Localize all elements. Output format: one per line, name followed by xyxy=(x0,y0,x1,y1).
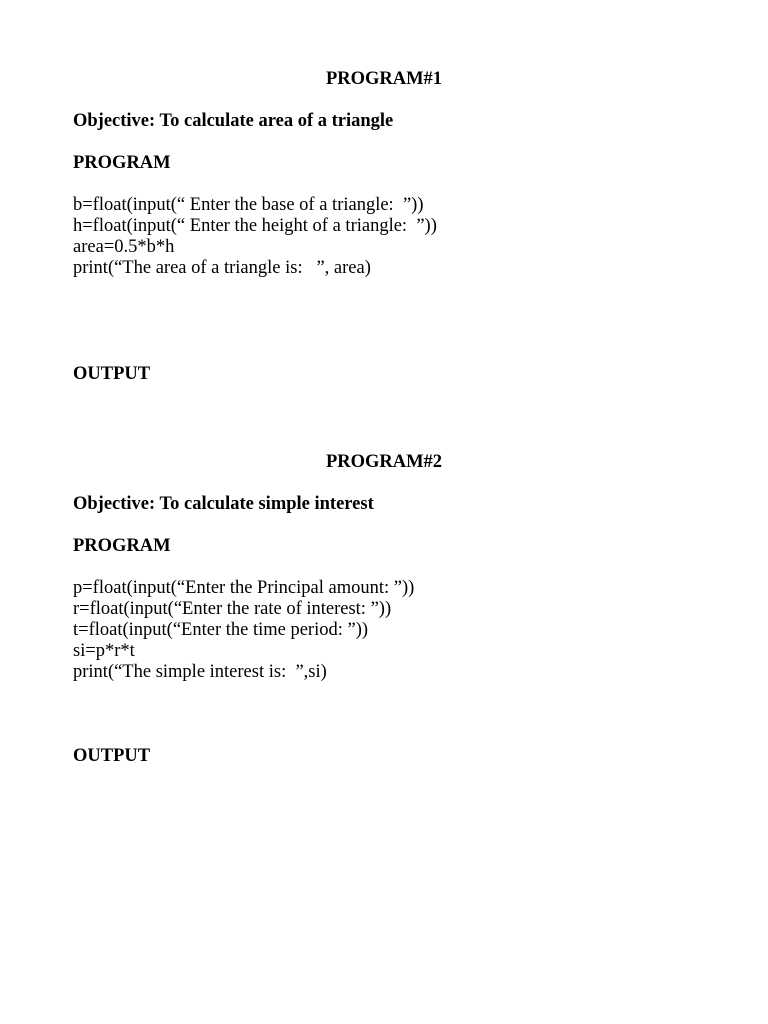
program-2-objective: Objective: To calculate simple interest xyxy=(73,494,374,514)
program-1-program-heading: PROGRAM xyxy=(73,153,171,173)
code-line: t=float(input(“Enter the time period: ”)) xyxy=(73,620,369,640)
program-2-program-heading: PROGRAM xyxy=(73,536,171,556)
code-line: r=float(input(“Enter the rate of interest: ”)) xyxy=(73,599,392,619)
code-line: si=p*r*t xyxy=(73,641,135,661)
code-line: print(“The simple interest is: ”,si) xyxy=(73,662,327,682)
program-1-title: PROGRAM#1 xyxy=(325,69,443,89)
code-line: area=0.5*b*h xyxy=(73,237,175,257)
code-line: b=float(input(“ Enter the base of a triangle: ”)) xyxy=(73,195,424,215)
program-1-output-heading: OUTPUT xyxy=(73,364,151,384)
code-line: h=float(input(“ Enter the height of a triangle: ”)) xyxy=(73,216,437,236)
program-1-objective: Objective: To calculate area of a triangle xyxy=(73,111,394,131)
program-2-code-block xyxy=(73,578,414,683)
code-line: print(“The area of a triangle is: ”, area) xyxy=(73,258,371,278)
code-line: p=float(input(“Enter the Principal amount: ”)) xyxy=(73,578,415,598)
program-1-code-block xyxy=(73,195,437,279)
program-2-output-heading: OUTPUT xyxy=(73,746,151,766)
program-2-title: PROGRAM#2 xyxy=(325,452,443,472)
